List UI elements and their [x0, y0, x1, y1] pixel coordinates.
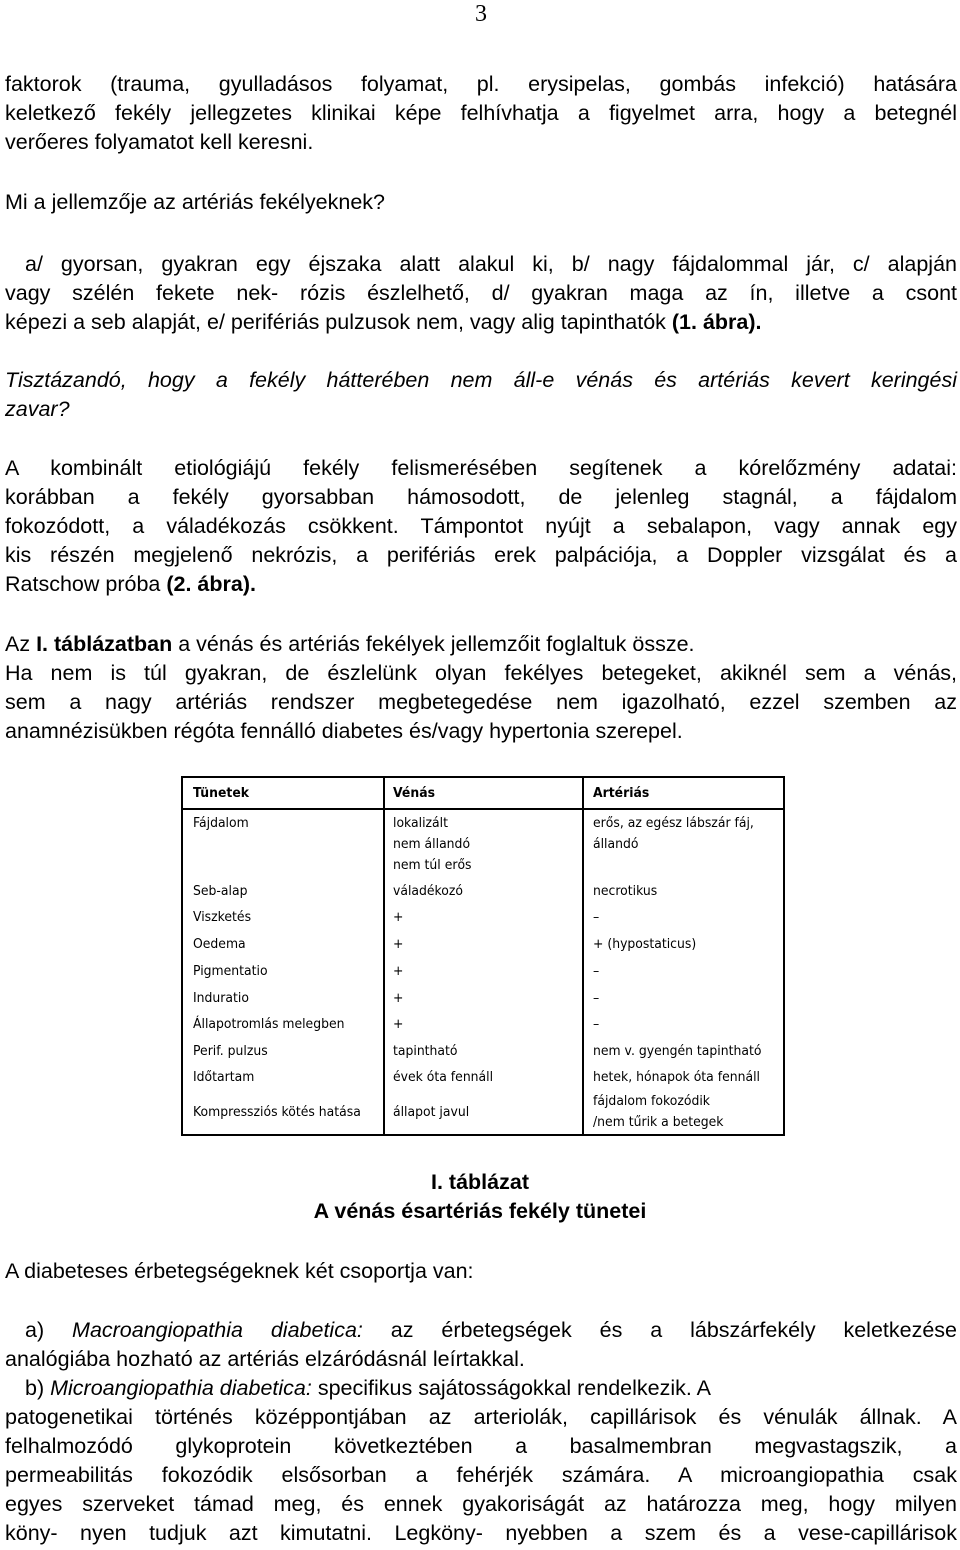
text-line: patogenetikai történés középpontjában az arteriolák, capillárisok és vénulák állnak. A [5, 1405, 957, 1429]
arterial-paragraph [5, 250, 957, 337]
combined-paragraph [5, 454, 957, 599]
table-ref: I. táblázatban [36, 632, 173, 656]
table-header-divider [183, 808, 783, 810]
text-line: vagy szélén fekete nek- rózis észlelhető, d/ gyakran maga az ín, illetve a csont [5, 281, 957, 305]
table-cell-arterial: – [593, 963, 600, 979]
text-run: Az [5, 632, 37, 656]
figure-ref: (2. ábra). [166, 572, 256, 596]
table-cell-venous: váladékozó [393, 883, 464, 899]
table-cell-venous: + [393, 909, 404, 925]
symptoms-table [181, 776, 785, 1136]
text-run: b) [25, 1376, 51, 1400]
arterial-question: Mi a jellemzője az artériás fekélyeknek? [5, 190, 385, 214]
text-line: anamnézisükben régóta fennálló diabetes és/vagy hypertonia szerepel. [5, 719, 683, 743]
text-run: az érbetegségek és a lábszárfekély keletkezése [362, 1318, 958, 1342]
text-line: analógiába hozható az artériás elzáródásnál leírtakkal. [5, 1347, 525, 1371]
table-cell-venous: + [393, 990, 404, 1006]
diabetic-groups-intro: A diabeteses érbetegségeknek két csoportja van: [5, 1259, 474, 1283]
table-cell-venous: állapot javul [393, 1104, 470, 1120]
table-cell-arterial: /nem tűrik a betegek [593, 1114, 724, 1130]
text-run: Ratschow próba [5, 572, 167, 596]
term: Macroangiopathia diabetica: [72, 1318, 363, 1342]
text-line: zavar? [5, 397, 70, 421]
table-cell-symptom: Induratio [193, 990, 249, 1006]
table-cell-venous: + [393, 1016, 404, 1032]
table-cell-symptom: Állapotromlás melegben [193, 1016, 345, 1032]
table-cell-venous: lokalizált [393, 815, 448, 831]
table-header-symptom: Tünetek [193, 785, 250, 801]
table-header-arterial: Artériás [593, 785, 650, 801]
figure-ref: (1. ábra). [671, 310, 762, 334]
text-line: egyes szerveket támad meg, és ennek gyakoriságát az határozza meg, hogy milyen [5, 1492, 957, 1516]
table-cell-venous: évek óta fennáll [393, 1069, 494, 1085]
table-caption-title: A vénás ésartériás fekély tünetei [313, 1199, 647, 1223]
table-cell-arterial: hetek, hónapok óta fennáll [593, 1069, 760, 1085]
table-caption-number: I. táblázat [431, 1170, 529, 1194]
text-run: a) [25, 1318, 73, 1342]
table-cell-arterial: necrotikus [593, 883, 658, 899]
text-line: keletkező fekély jellegzetes klinikai képe felhívhatja a figyelmet arra, hogy a betegnél [5, 101, 957, 125]
list-item-b [5, 1374, 957, 1403]
table-cell-venous: + [393, 936, 404, 952]
table-cell-arterial: erős, az egész lábszár fáj, [593, 815, 754, 831]
diabetic-groups-list [5, 1316, 957, 1548]
table-cell-venous: nem túl erős [393, 857, 472, 873]
intro-paragraph [5, 70, 957, 157]
table-cell-arterial: – [593, 1016, 600, 1032]
table-reference [5, 630, 957, 659]
text-line: sem a nagy artériás rendszer megbetegedése nem igazolható, ezzel szemben az [5, 690, 957, 714]
text-line: köny- nyen tudjuk azt kimutatni. Legköny- nyebben a szem és a vese-capillárisok [5, 1521, 957, 1545]
table-column-divider [582, 778, 584, 1134]
page-number: 3 [475, 1, 487, 27]
table-header-venous: Vénás [393, 785, 435, 801]
table-cell-symptom: Időtartam [193, 1069, 255, 1085]
text-line [5, 570, 957, 599]
term: Microangiopathia diabetica: [50, 1376, 312, 1400]
table-cell-symptom: Kompressziós kötés hatása [193, 1104, 361, 1120]
table-cell-arterial: – [593, 990, 600, 1006]
text-line: faktorok (trauma, gyulladásos folyamat, pl. erysipelas, gombás infekció) hatására [5, 72, 957, 96]
text-line [5, 308, 957, 337]
table-cell-arterial: fájdalom fokozódik [593, 1093, 710, 1109]
table-cell-symptom: Seb-alap [193, 883, 248, 899]
text-line: felhalmozódó glykoprotein következtében a basalmembran megvastagszik, a [5, 1434, 957, 1458]
text-line: korábban a fekély gyorsabban hámosodott, de jelenleg stagnál, a fájdalom [5, 485, 957, 509]
text-line: Ha nem is túl gyakran, de észlelünk olyan fekélyes betegeket, akiknél sem a vénás, [5, 661, 957, 685]
text-run: specifikus sajátosságokkal rendelkezik. A [311, 1376, 711, 1400]
text-line: a/ gyorsan, gyakran egy éjszaka alatt alakul ki, b/ nagy fájdalommal jár, c/ alapján [25, 252, 957, 276]
table-cell-arterial: – [593, 909, 600, 925]
text-line: permeabilitás fokozódik elsősorban a fehérjék számára. A microangiopathia csak [5, 1463, 957, 1487]
table-cell-symptom: Fájdalom [193, 815, 249, 831]
text-run: a vénás és artériás fekélyek jellemzőit foglaltuk össze. [172, 632, 695, 656]
text-line: kis részén megjelenő nekrózis, a perifériás erek palpációja, a Doppler vizsgálat és a [5, 543, 957, 567]
text-line: fokozódott, a váladékozás csökkent. Támpontot nyújt a sebalapon, vagy annak egy [5, 514, 957, 538]
text-line: Tisztázandó, hogy a fekély hátterében nem áll-e vénás és artériás kevert keringési [5, 368, 957, 392]
table-column-divider [383, 778, 385, 1134]
table-cell-venous: nem állandó [393, 836, 471, 852]
table-cell-arterial: + (hypostaticus) [593, 936, 697, 952]
list-item-a [5, 1316, 957, 1345]
table-cell-venous: tapintható [393, 1043, 458, 1059]
diabetes-note [5, 659, 957, 746]
table-cell-arterial: nem v. gyengén tapintható [593, 1043, 762, 1059]
mixed-question [5, 366, 957, 424]
table-cell-venous: + [393, 963, 404, 979]
text-line: A kombinált etiológiájú fekély felismerésében segítenek a kórelőzmény adatai: [5, 456, 957, 480]
text-line: verőeres folyamatot kell keresni. [5, 130, 314, 154]
table-cell-symptom: Viszketés [193, 909, 252, 925]
table-cell-arterial: állandó [593, 836, 639, 852]
text-run: képezi a seb alapját, e/ perifériás pulzusok nem, vagy alig tapinthatók [5, 310, 672, 334]
table-cell-symptom: Oedema [193, 936, 246, 952]
table-cell-symptom: Perif. pulzus [193, 1043, 268, 1059]
table-cell-symptom: Pigmentatio [193, 963, 268, 979]
